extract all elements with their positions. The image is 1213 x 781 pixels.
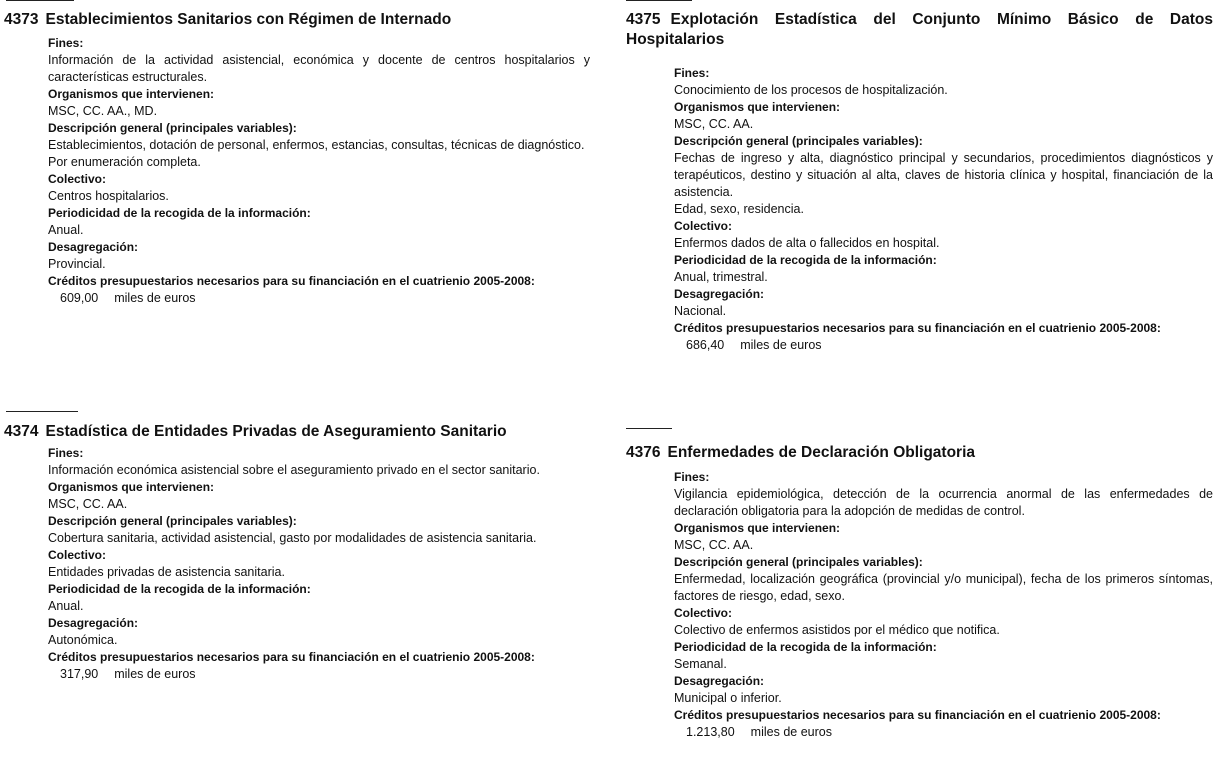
fines-text: Información económica asistencial sobre el aseguramiento privado en el sector sanitario.: [48, 463, 540, 477]
descripcion-text: Establecimientos, dotación de personal, enfermos, estancias, consultas, técnicas de diagnóstico.: [48, 138, 585, 152]
descripcion-label: Descripción general (principales variables):: [48, 514, 297, 528]
credit-amount-row: [674, 337, 1213, 354]
descripcion-text: Enfermedad, localización geográfica (provincial y/o municipal), fecha de los primeros síntomas, factores de riesgo, edad, sexo.: [674, 572, 1213, 603]
periodicidad-label: Periodicidad de la recogida de la información:: [674, 253, 937, 267]
right-column: [626, 0, 1213, 739]
credit-amount-row: [48, 290, 590, 307]
descripcion-text-2: Por enumeración completa.: [48, 155, 201, 169]
separator-rule: [6, 411, 78, 412]
entry-title: [626, 10, 1213, 50]
entry-title-text: Estadística de Entidades Privadas de Aseguramiento Sanitario: [45, 423, 507, 440]
creditos-label: Créditos presupuestarios necesarios para su financiación en el cuatrienio 2005-2008:: [48, 650, 535, 664]
credit-unit: miles de euros: [740, 338, 822, 352]
credit-amount-row: [48, 666, 590, 683]
separator-rule: [626, 428, 672, 429]
separator-rule: [6, 0, 74, 1]
colectivo-label: Colectivo:: [48, 172, 107, 186]
credit-unit: miles de euros: [750, 725, 832, 739]
credit-amount: 317,90: [60, 667, 99, 681]
desagregacion-text: Autonómica.: [48, 633, 118, 647]
desagregacion-text: Provincial.: [48, 257, 106, 271]
organismos-text: MSC, CC. AA.: [674, 538, 754, 552]
fines-label: Fines:: [48, 446, 84, 460]
entry-title-text: Establecimientos Sanitarios con Régimen de Internado: [45, 11, 452, 28]
entry-number: 4375: [626, 11, 661, 28]
fines-label: Fines:: [674, 66, 710, 80]
desagregacion-label: Desagregación:: [48, 240, 139, 254]
entry-title: [4, 10, 590, 30]
credit-unit: miles de euros: [114, 667, 196, 681]
entry-title: [626, 443, 1213, 463]
periodicidad-label: Periodicidad de la recogida de la información:: [48, 582, 311, 596]
descripcion-label: Descripción general (principales variables):: [674, 555, 923, 569]
desagregacion-label: Desagregación:: [674, 287, 765, 301]
colectivo-label: Colectivo:: [674, 219, 733, 233]
periodicidad-text: Semanal.: [674, 657, 727, 671]
entry-body: [48, 35, 590, 307]
left-column: [4, 0, 590, 681]
descripcion-text-2: Edad, sexo, residencia.: [674, 202, 804, 216]
descripcion-label: Descripción general (principales variables):: [48, 121, 297, 135]
entry-4373: [4, 0, 590, 307]
entry-body: [674, 469, 1213, 741]
desagregacion-text: Nacional.: [674, 304, 727, 318]
organismos-label: Organismos que intervienen:: [674, 100, 841, 114]
organismos-label: Organismos que intervienen:: [674, 521, 841, 535]
desagregacion-text: Municipal o inferior.: [674, 691, 782, 705]
colectivo-label: Colectivo:: [674, 606, 733, 620]
separator-rule: [626, 0, 692, 1]
colectivo-text: Entidades privadas de asistencia sanitaria.: [48, 565, 285, 579]
fines-text: Información de la actividad asistencial, económica y docente de centros hospitalarios y características estructurales.: [48, 53, 590, 84]
creditos-label: Créditos presupuestarios necesarios para su financiación en el cuatrienio 2005-2008:: [674, 321, 1161, 335]
periodicidad-text: Anual.: [48, 223, 84, 237]
descripcion-text: Cobertura sanitaria, actividad asistencial, gasto por modalidades de asistencia sanitaria.: [48, 531, 537, 545]
colectivo-label: Colectivo:: [48, 548, 107, 562]
colectivo-text: Enfermos dados de alta o fallecidos en hospital.: [674, 236, 940, 250]
fines-label: Fines:: [674, 470, 710, 484]
entry-body: [48, 445, 590, 683]
organismos-label: Organismos que intervienen:: [48, 87, 215, 101]
entry-4375: [626, 0, 1213, 354]
fines-text: Conocimiento de los procesos de hospitalización.: [674, 83, 948, 97]
entry-number: 4376: [626, 444, 661, 461]
desagregacion-label: Desagregación:: [48, 616, 139, 630]
organismos-text: MSC, CC. AA., MD.: [48, 104, 158, 118]
organismos-label: Organismos que intervienen:: [48, 480, 215, 494]
colectivo-text: Colectivo de enfermos asistidos por el médico que notifica.: [674, 623, 1000, 637]
entry-body: [674, 65, 1213, 354]
entry-4376: [626, 428, 1213, 741]
fines-text: Vigilancia epidemiológica, detección de la ocurrencia anormal de las enfermedades de declaración obligatoria para la adopción de medidas de control.: [674, 487, 1213, 518]
colectivo-text: Centros hospitalarios.: [48, 189, 169, 203]
entry-title: [4, 422, 590, 442]
fines-label: Fines:: [48, 36, 84, 50]
periodicidad-label: Periodicidad de la recogida de la información:: [674, 640, 937, 654]
organismos-text: MSC, CC. AA.: [48, 497, 128, 511]
descripcion-text: Fechas de ingreso y alta, diagnóstico principal y secundarios, procedimientos diagnósticos y terapéuticos, destino y situación al alta, claves de historia clínica y hospital, financiación de la asistencia.: [674, 151, 1213, 199]
organismos-text: MSC, CC. AA.: [674, 117, 754, 131]
entry-title-text: Enfermedades de Declaración Obligatoria: [667, 444, 976, 461]
creditos-label: Créditos presupuestarios necesarios para su financiación en el cuatrienio 2005-2008:: [48, 274, 535, 288]
credit-amount-row: [674, 724, 1213, 741]
entry-4374: [4, 411, 590, 683]
entry-title-text: Explotación Estadística del Conjunto Mínimo Básico de Datos Hospitalarios: [626, 11, 1213, 48]
credit-amount: 609,00: [60, 291, 99, 305]
descripcion-label: Descripción general (principales variables):: [674, 134, 923, 148]
entry-number: 4373: [4, 11, 39, 28]
periodicidad-text: Anual.: [48, 599, 84, 613]
creditos-label: Créditos presupuestarios necesarios para su financiación en el cuatrienio 2005-2008:: [674, 708, 1161, 722]
periodicidad-label: Periodicidad de la recogida de la información:: [48, 206, 311, 220]
periodicidad-text: Anual, trimestral.: [674, 270, 768, 284]
credit-amount: 1.213,80: [686, 725, 735, 739]
desagregacion-label: Desagregación:: [674, 674, 765, 688]
entry-number: 4374: [4, 423, 39, 440]
credit-amount: 686,40: [686, 338, 725, 352]
credit-unit: miles de euros: [114, 291, 196, 305]
